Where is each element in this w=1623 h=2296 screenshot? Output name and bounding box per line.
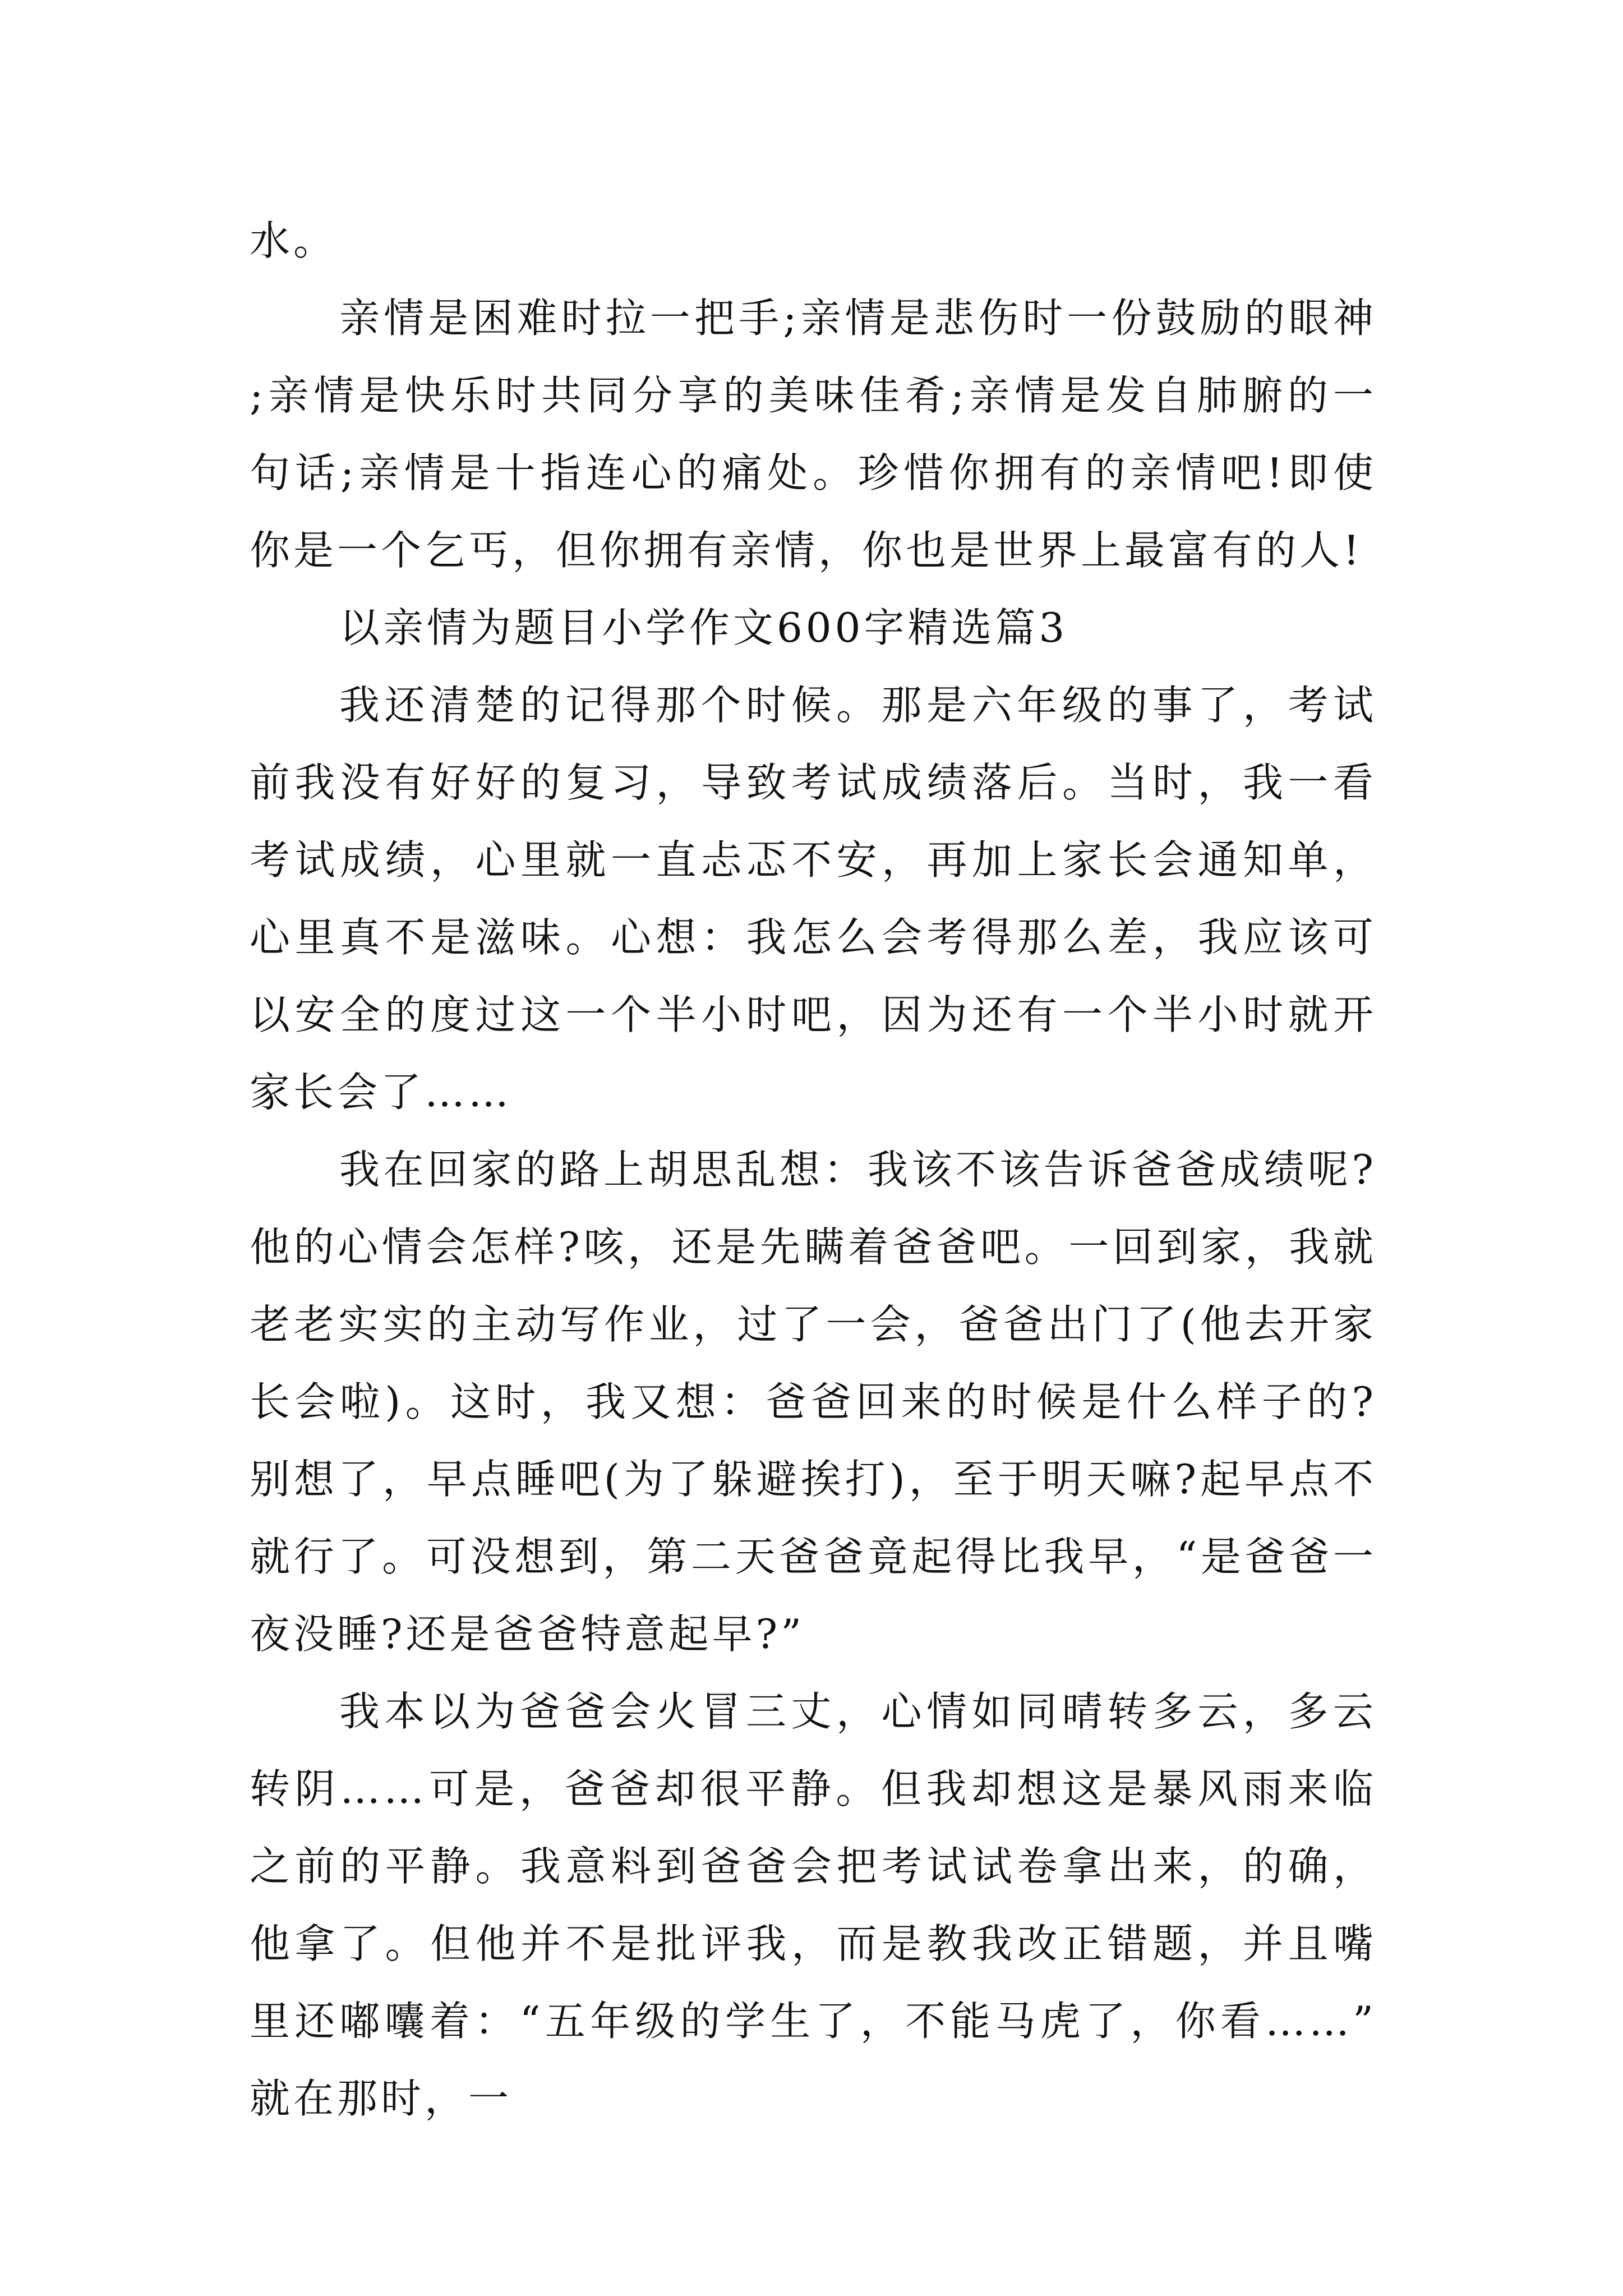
paragraph-exam-memory: 我还清楚的记得那个时候。那是六年级的事了，考试前我没有好好的复习，导致考试成绩落后。当时，我一看考试成绩，心里就一直忐忑不安，再加上家长会通知单，心里真不是滋味。心想：我怎么会考得那么差，我应该可以安全的度过这一个半小时吧，因为还有一个半小时就开家长会了…… (250, 682, 1377, 1116)
document-body (250, 202, 1377, 2137)
paragraph-father-calm: 我本以为爸爸会火冒三丈，心情如同晴转多云，多云转阴……可是，爸爸却很平静。但我却想这是暴风雨来临之前的平静。我意料到爸爸会把考试试卷拿出来，的确，他拿了。但他并不是批评我，而是教我改正错题，并且嘴里还嘟囔着：“五年级的学生了，不能马虎了，你看……”就在那时，一 (250, 1688, 1377, 2122)
section-heading: 以亲情为题目小学作文600字精选篇3 (339, 604, 1068, 651)
paragraph-family-love: 亲情是困难时拉一把手;亲情是悲伤时一份鼓励的眼神;亲情是快乐时共同分享的美味佳肴;亲情是发自肺腑的一句话;亲情是十指连心的痛处。珍惜你拥有的亲情吧!即使你是一个乞丐，但你拥有亲情，你也是世界上最富有的人! (250, 295, 1377, 574)
paragraph-way-home: 我在回家的路上胡思乱想：我该不该告诉爸爸成绩呢?他的心情会怎样?咳，还是先瞒着爸爸吧。一回到家，我就老老实实的主动写作业，过了一会，爸爸出门了(他去开家长会啦)。这时，我又想：爸爸回来的时候是什么样子的?别想了，早点睡吧(为了躲避挨打)，至于明天嘛?起早点不就行了。可没想到，第二天爸爸竟起得比我早，“是爸爸一夜没睡?还是爸爸特意起早?” (250, 1146, 1377, 1658)
paragraph-water-ending: 水。 (250, 217, 338, 264)
